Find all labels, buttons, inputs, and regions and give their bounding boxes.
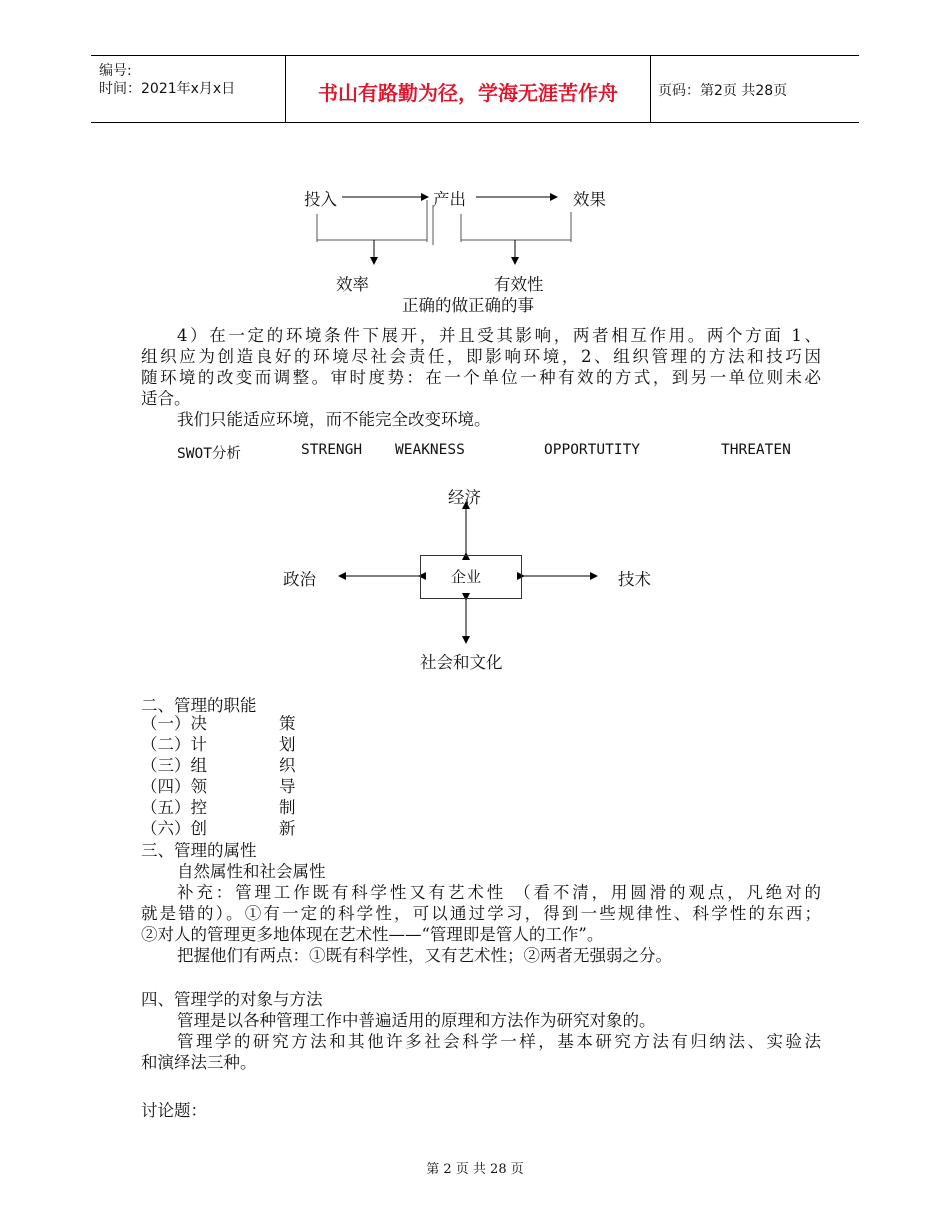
function-item xyxy=(141,797,296,818)
function-char-a: 领 xyxy=(190,777,207,796)
function-item xyxy=(141,734,296,755)
flow-efficiency: 效率 xyxy=(336,275,369,294)
objects-section xyxy=(141,989,821,1073)
time-label: 时间：2021年x月x日 xyxy=(99,81,236,97)
env-enterprise: 企业 xyxy=(451,568,482,586)
function-item xyxy=(141,713,296,734)
objects-heading: 四、管理学的对象与方法 xyxy=(141,990,323,1009)
attributes-supp-line1: 补充：管理工作既有科学性又有艺术性 （看不清，用圆滑的观点，凡绝对的 xyxy=(177,883,821,902)
p4-line2: 组织应为创造良好的环境尽社会责任，即影响环境，2、组织管理的方法和技巧因 xyxy=(141,347,821,366)
function-num: （三） xyxy=(141,756,191,775)
env-society: 社会和文化 xyxy=(420,653,503,672)
objects-line2a: 管理学的研究方法和其他许多社会科学一样，基本研究方法有归纳法、实验法 xyxy=(177,1032,821,1051)
functions-list xyxy=(141,713,296,839)
function-char-a: 计 xyxy=(190,735,207,754)
header-motto: 书山有路勤为径，学海无涯苦作舟 xyxy=(318,81,618,105)
p4-line3: 随环境的改变而调整。审时度势：在一个单位一种有效的方式，到另一单位则未必 xyxy=(141,368,821,387)
attributes-sub: 自然属性和社会属性 xyxy=(177,862,326,881)
p4-line1: 4）在一定的环境条件下展开，并且受其影响，两者相互作用。两个方面 1、 xyxy=(177,326,821,345)
attributes-heading: 三、管理的属性 xyxy=(141,841,257,860)
env-enterprise-box xyxy=(420,555,522,599)
function-item xyxy=(141,818,296,839)
swot-strength: STRENGH xyxy=(301,442,363,458)
serial-label: 编号: xyxy=(99,63,132,79)
function-char-b: 新 xyxy=(279,819,296,838)
flow-output: 产出 xyxy=(433,190,466,209)
attributes-section xyxy=(141,840,821,966)
function-num: （二） xyxy=(141,735,191,754)
page-label: 页码：第2页 共28页 xyxy=(658,83,788,99)
flow-effect: 效果 xyxy=(573,190,606,209)
env-politics: 政治 xyxy=(283,570,316,589)
function-num: （五） xyxy=(141,798,191,817)
discussion-label: 讨论题： xyxy=(141,1101,207,1120)
flow-caption: 正确的做正确的事 xyxy=(402,296,534,315)
functions-heading: 二、管理的职能 xyxy=(141,696,257,715)
paragraph-environment xyxy=(141,325,821,430)
attributes-supp-line3: ②对人的管理更多地体现在艺术性——“管理即是管人的工作”。 xyxy=(141,925,604,944)
swot-label: SWOT分析 xyxy=(177,446,241,462)
function-item xyxy=(141,776,296,797)
function-num: （四） xyxy=(141,777,191,796)
function-char-b: 策 xyxy=(279,714,296,733)
attributes-supp-line2: 就是错的）。①有一定的科学性，可以通过学习，得到一些规律性、科学性的东西； xyxy=(141,904,821,923)
function-char-b: 划 xyxy=(279,735,296,754)
function-char-a: 组 xyxy=(190,756,207,775)
swot-threat: THREATEN xyxy=(721,442,791,458)
page-footer: 第 2 页 共 28 页 xyxy=(426,1162,524,1177)
attributes-grasp: 把握他们有两点：①既有科学性，又有艺术性；②两者无强弱之分。 xyxy=(177,946,672,965)
swot-weakness: WEAKNESS xyxy=(395,442,465,458)
env-technology: 技术 xyxy=(618,570,651,589)
function-char-b: 织 xyxy=(279,756,296,775)
function-char-b: 制 xyxy=(279,798,296,817)
function-item xyxy=(141,755,296,776)
objects-line2b: 和演绎法三种。 xyxy=(141,1053,257,1072)
function-char-a: 决 xyxy=(190,714,207,733)
function-num: （六） xyxy=(141,819,191,838)
function-char-a: 创 xyxy=(190,819,207,838)
env-economy: 经济 xyxy=(448,488,481,507)
function-char-a: 控 xyxy=(190,798,207,817)
function-char-b: 导 xyxy=(279,777,296,796)
p4-line4: 适合。 xyxy=(141,389,191,408)
swot-opportunity: OPPORTUTITY xyxy=(544,442,641,458)
adapt-sentence: 我们只能适应环境，而不能完全改变环境。 xyxy=(177,410,491,429)
flow-input: 投入 xyxy=(304,190,337,209)
objects-line1: 管理是以各种管理工作中普遍适用的原理和方法作为研究对象的。 xyxy=(177,1011,656,1030)
flow-effectiveness: 有效性 xyxy=(494,275,544,294)
function-num: （一） xyxy=(141,714,191,733)
